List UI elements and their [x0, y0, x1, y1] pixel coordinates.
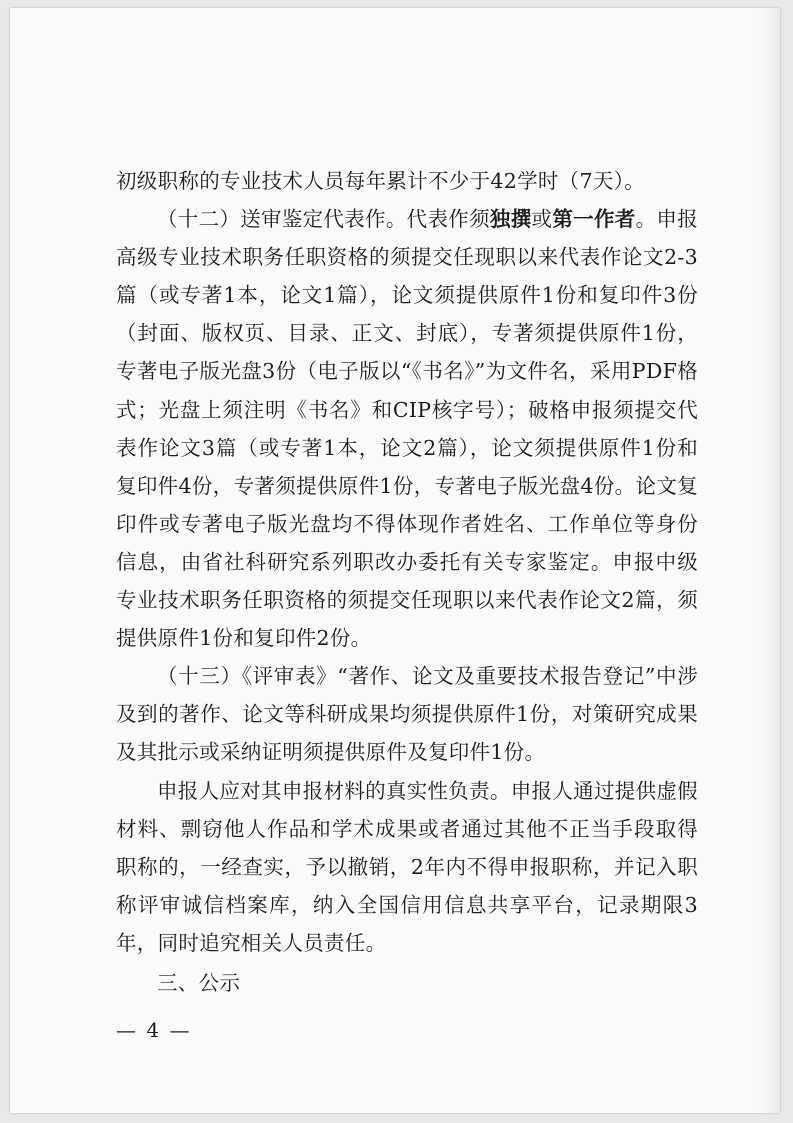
document-body — [116, 162, 698, 1002]
paragraph-continuation: 初级职称的专业技术人员每年累计不少于42学时（7天）。 — [116, 169, 645, 193]
section-heading-publicity: 三、公示 — [157, 970, 241, 995]
item-12-intro: （十二）送审鉴定代表作。代表作须 — [157, 207, 490, 232]
item-12-bold-sole-author: 独撰 — [489, 207, 532, 232]
item-12-body: 。申报高级专业技术职务任职资格的须提交任现职以来代表作论文2-3篇（或专著1本，论文1篇），论文须提供原件1份和复印件3份（封面、版权页、目录、正文、封底），专著须提供原件1份，专著电子版光盘3份（电子版以“《书名》”为文件名，采用PDF格式；光盘上须注明《书名》和CIP核字号）；破格申报须提交代表作论文3篇（或专著1本，论文2篇），论文须提供原件1份和复印件4份，专著须提供原件1份，专著电子版光盘4份。论文复印件或专著电子版光盘均不得体现作者姓名、工作单位等身份信息，由省社科研究系列职改办委托有关专家鉴定。申报中级专业技术职务任职资格的须提交任现职以来代表作论文2篇，须提供原件1份和复印件2份。 — [116, 207, 698, 651]
paragraph-item-12 — [116, 200, 698, 657]
item-12-connector: 或 — [531, 207, 553, 232]
paragraph-item-13: （十三）《评审表》“著作、论文及重要技术报告登记”中涉及到的著作、论文等科研成果均须提供原件1份，对策研究成果及其批示或采纳证明须提供原件及复印件1份。 — [116, 664, 698, 765]
scan-shadow-edge — [758, 8, 780, 1113]
item-12-bold-first-author: 第一作者 — [552, 207, 636, 232]
page-number: — 4 — — [116, 1018, 192, 1042]
document-page — [10, 8, 780, 1113]
paragraph-declaration: 申报人应对其申报材料的真实性负责。申报人通过提供虚假材料、剽窃他人作品和学术成果或者通过其他不正当手段取得职称的，一经查实，予以撤销，2年内不得申报职称，并记入职称评审诚信档案库，纳入全国信用信息共享平台，记录期限3年，同时追究相关人员责任。 — [116, 778, 698, 955]
